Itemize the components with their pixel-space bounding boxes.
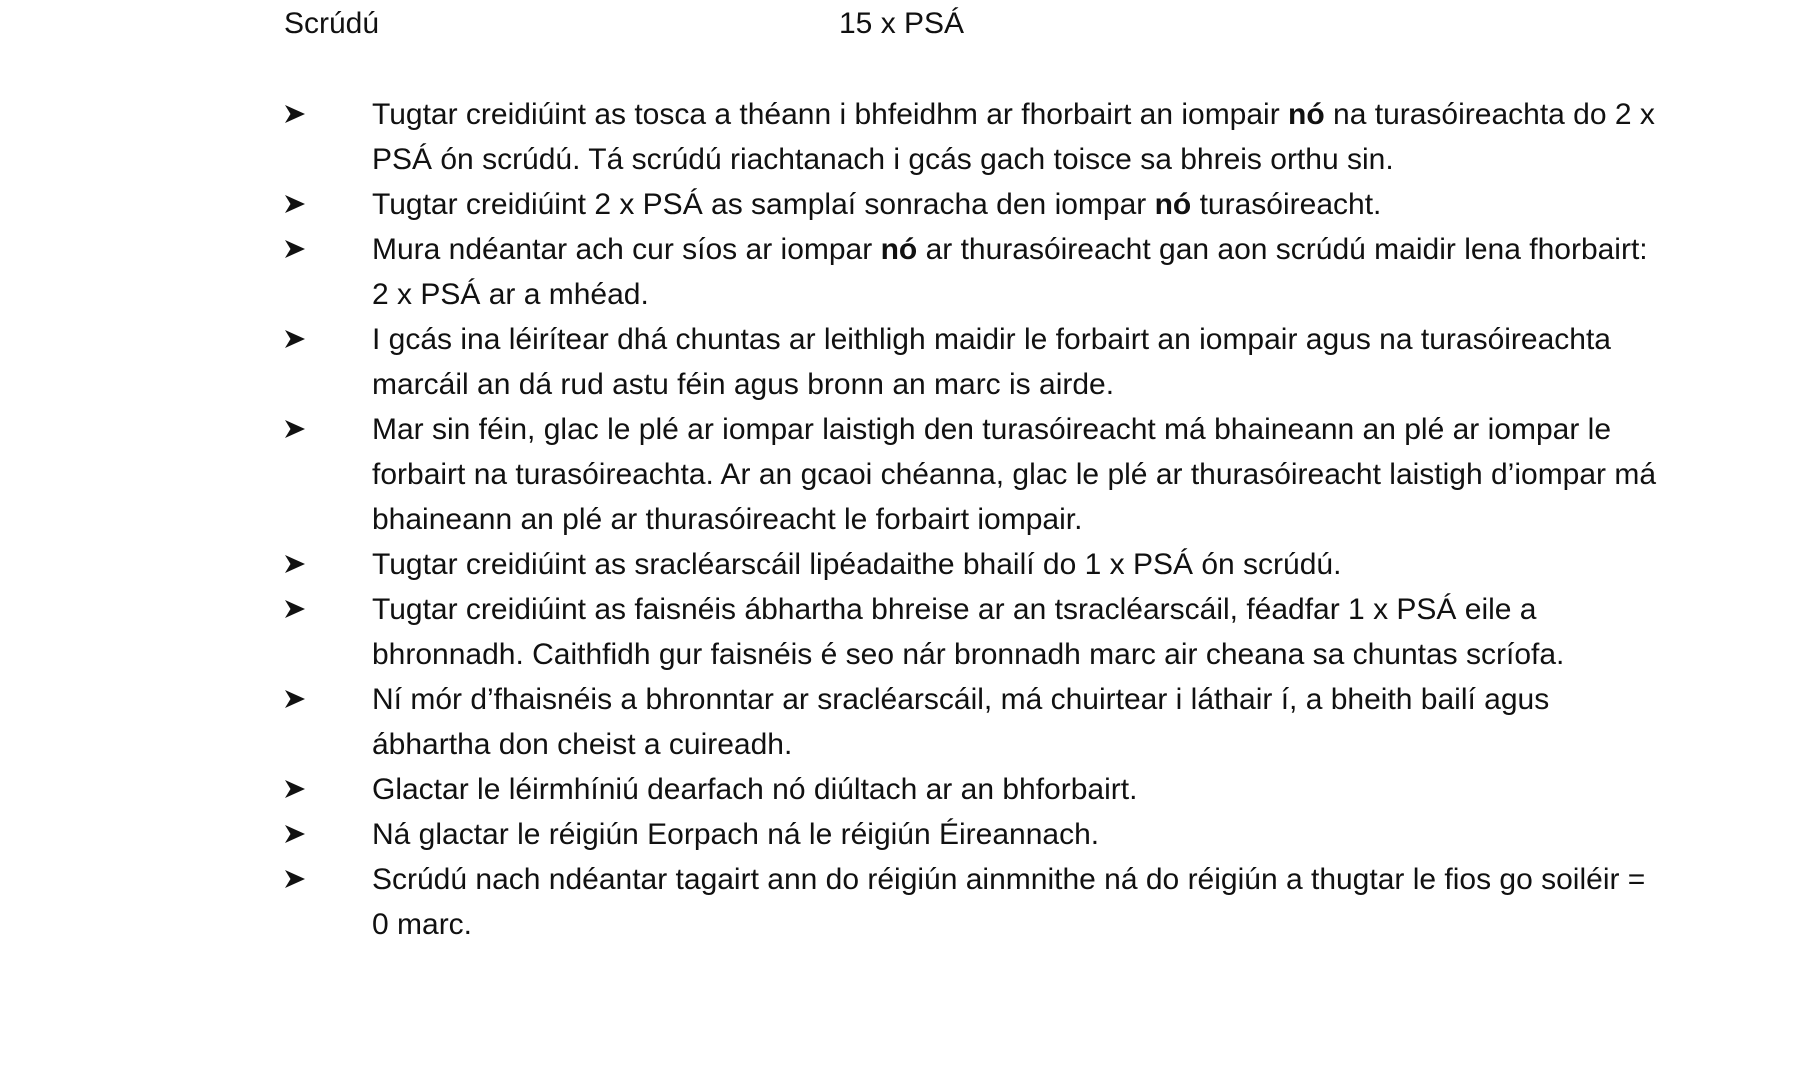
list-item-text: Tugtar creidiúint as faisnéis ábhartha bhreise ar an tsracléarscáil, féadfar 1 x PSÁ eile a bhronnadh. Caithfidh gur faisnéis é seo nár bronnadh marc air cheana sa chuntas scríofa. [372,593,1565,671]
list-item-text: Tugtar creidiúint 2 x PSÁ as samplaí sonracha den iompar [372,188,1155,221]
header-title: Scrúdú [284,7,380,40]
list-item-text: na turasóireachta do 2 x PSÁ ón scrúdú. Tá scrúdú riachtanach i gcás gach toisce sa bhreis orthu sin. [372,98,1655,176]
list-item-text: Ná glactar le réigiún Eorpach ná le réigiún Éireannach. [372,818,1100,851]
list-item [284,767,1664,812]
list-item-text: Mura ndéantar ach cur síos ar iompar [372,233,881,266]
list-item-text: Mar sin féin, glac le plé ar iompar laistigh den turasóireacht má bhaineann an plé ar iompar le forbairt na turasóireachta. Ar an gcaoi chéanna, glac le plé ar thurasóireacht laistigh d’iompar má bhaineann an plé ar thurasóireacht le forbairt iompair. [372,413,1657,536]
header-marks: 15 x PSÁ [839,7,965,40]
list-item-text: Tugtar creidiúint as tosca a théann i bhfeidhm ar fhorbairt an iompair [372,98,1289,131]
list-item-text: Glactar le léirmhíniú dearfach nó diúltach ar an bhforbairt. [372,773,1138,806]
arrowhead-bullet-icon [284,767,324,812]
list-item-text: Ní mór d’fhaisnéis a bhronntar ar sracléarscáil, má chuirtear i láthair í, a bheith bailí agus ábhartha don cheist a cuireadh. [372,683,1550,761]
list-item [284,92,1664,182]
header-row [284,4,1184,44]
arrowhead-bullet-icon [284,587,324,632]
arrowhead-bullet-icon [284,92,324,137]
arrowhead-bullet-icon [284,407,324,452]
list-item [284,587,1664,677]
arrowhead-bullet-icon [284,812,324,857]
arrowhead-bullet-icon [284,182,324,227]
list-item [284,407,1664,542]
arrowhead-bullet-icon [284,542,324,587]
arrowhead-bullet-icon [284,857,324,902]
emphasis-text: nó [1288,98,1325,131]
list-item [284,227,1664,317]
list-item [284,857,1664,947]
list-item [284,182,1664,227]
list-item-text: Scrúdú nach ndéantar tagairt ann do réigiún ainmnithe ná do réigiún a thugtar le fios go soiléir = 0 marc. [372,863,1646,941]
arrowhead-bullet-icon [284,227,324,272]
marking-scheme-list [284,92,1664,947]
list-item-text: turasóireacht. [1191,188,1382,221]
arrowhead-bullet-icon [284,677,324,722]
list-item-text: ar thurasóireacht gan aon scrúdú maidir lena fhorbairt: 2 x PSÁ ar a mhéad. [372,233,1648,311]
list-item-text: Tugtar creidiúint as sracléarscáil lipéadaithe bhailí do 1 x PSÁ ón scrúdú. [372,548,1342,581]
list-item [284,677,1664,767]
list-item-text: I gcás ina léirítear dhá chuntas ar leithligh maidir le forbairt an iompair agus na turasóireachta marcáil an dá rud astu féin agus bronn an marc is airde. [372,323,1611,401]
arrowhead-bullet-icon [284,317,324,362]
emphasis-text: nó [1154,188,1192,221]
list-item [284,317,1664,407]
list-item [284,812,1664,857]
list-item [284,542,1664,587]
emphasis-text: nó [880,233,918,266]
